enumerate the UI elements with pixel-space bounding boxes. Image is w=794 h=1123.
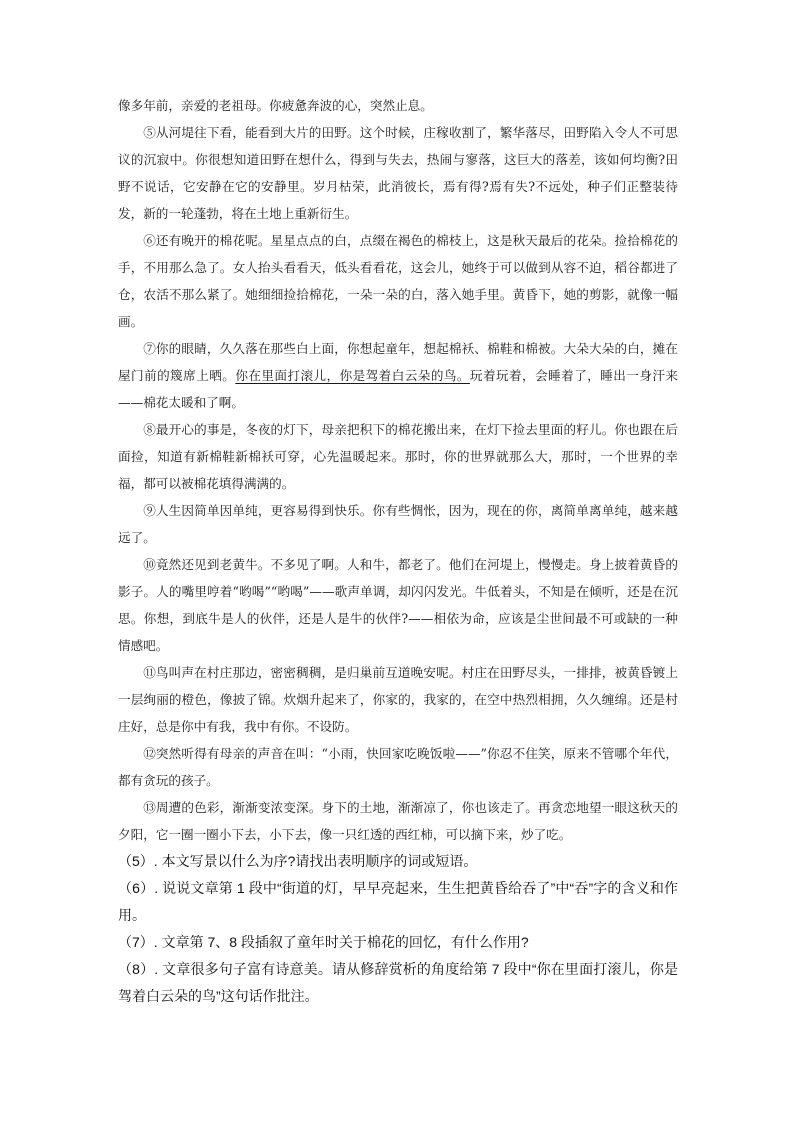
paragraph-continuation: 像多年前，亲爱的老祖母。你疲惫奔波的心，突然止息。 — [118, 98, 433, 113]
question-list — [118, 848, 678, 1010]
paragraph-6: ⑥还有晚开的棉花呢。星星点点的白，点缀在褐色的棉枝上，这是秋天最后的花朵。捡拾棉花的手，不用那么急了。女人抬头看看天，低头看看花，这会儿，她终于可以做到从容不迫，稻谷都进了仓，农活不那么紧了。她细细捡拾棉花，一朵一朵的白，落入她手里。黄昏下，她的剪影，就像一幅画。 — [118, 233, 678, 329]
underlined-sentence: 你在里面打滚儿，你是驾着白云朵的鸟。 — [235, 368, 470, 383]
paragraph-5: ⑤从河堤往下看，能看到大片的田野。这个时候，庄稼收割了，繁华落尽，田野陷入令人不可思议的沉寂中。你很想知道田野在想什么，得到与失去，热闹与寥落，这巨大的落差，该如何均衡?田野不说话，它安静在它的安静里。岁月枯荣，此消彼长，焉有得?焉有失?不远处，种子们正整装待发，新的一轮蓬勃，将在土地上重新衍生。 — [118, 125, 678, 221]
document-page — [118, 92, 678, 1010]
question-5: （5）. 本文写景以什么为序?请找出表明顺序的词或短语。 — [118, 853, 478, 869]
paragraph-10: ⑩竟然还见到老黄牛。不多见了啊。人和牛，都老了。他们在河堤上，慢慢走。身上披着黄昏的影子。人的嘴里哼着“哟喝”“哟喝”——歌声单调，却闪闪发光。牛低着头，不知是在倾听，还是在沉思。你想，到底牛是人的伙伴，还是人是牛的伙伴?——相依为命，应该是尘世间最不可或缺的一种情感吧。 — [118, 557, 678, 653]
paragraph-7-text-a: ⑦你的眼睛，久久落在那些白上面，你想起童年，想起棉袄、棉鞋和棉被。大朵大朵的白，摊在屋门前的篾席上晒。 — [118, 341, 678, 383]
paragraph-12: ⑫突然听得有母亲的声音在叫：“小雨，快回家吃晚饭啦——”你忍不住笑，原来不管哪个年代，都有贪玩的孩子。 — [118, 746, 678, 788]
question-7: （7）. 文章第 7、8 段插叙了童年时关于棉花的回忆，有什么作用? — [118, 934, 529, 950]
paragraph-13: ⑬周遭的色彩，渐渐变浓变深。身下的土地，渐渐凉了，你也该走了。再贪恋地望一眼这秋天的夕阳，它一圈一圈小下去，小下去，像一只红透的西红柿，可以摘下来，炒了吃。 — [118, 800, 678, 842]
paragraph-8: ⑧最开心的事是，冬夜的灯下，母亲把积下的棉花搬出来，在灯下捡去里面的籽儿。你也跟在后面捡，知道有新棉鞋新棉袄可穿，心先温暖起来。那时，你的世界就那么大，那时，一个世界的幸福，都可以被棉花填得满满的。 — [118, 422, 678, 491]
paragraph-11: ⑪鸟叫声在村庄那边，密密稠稠，是归巢前互道晚安呢。村庄在田野尽头，一排排，被黄昏镀上一层绚丽的橙色，像披了锦。炊烟升起来了，你家的，我家的，在空中热烈相拥，久久缠绵。还是村庄好，总是你中有我，我中有你。不设防。 — [118, 665, 678, 734]
question-8: （8）. 文章很多句子富有诗意美。请从修辞赏析的角度给第 7 段中“你在里面打滚儿，你是驾着白云朵的鸟”这句话作批注。 — [118, 961, 678, 1004]
paragraph-7 — [118, 335, 678, 416]
question-6: （6）. 说说文章第 1 段中“街道的灯，早早亮起来，生生把黄昏给吞了”中“吞”字的含义和作用。 — [118, 880, 678, 923]
paragraph-7-text-b: 玩着玩着，会睡着了，睡出一身汗来——棉花太暖和了啊。 — [118, 368, 679, 410]
paragraph-9: ⑨人生因简单因单纯，更容易得到快乐。你有些惆怅，因为，现在的你，离简单离单纯，越来越远了。 — [118, 503, 678, 545]
